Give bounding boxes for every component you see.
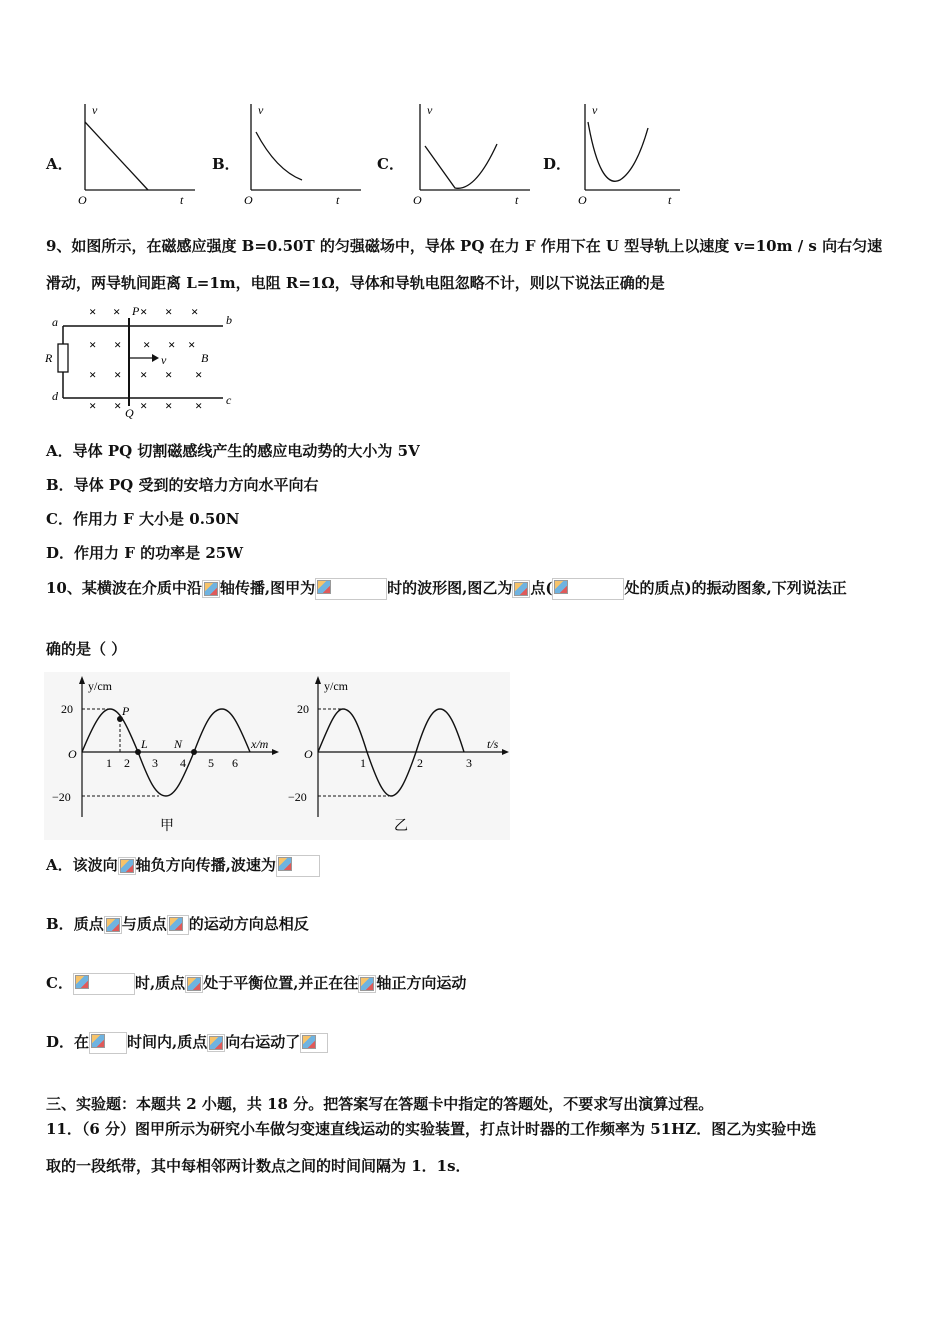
svg-text:×: × (168, 337, 176, 352)
svg-text:R: R (45, 351, 53, 365)
q8-option-b-label: B． (212, 155, 240, 173)
curve-c (425, 144, 497, 188)
svg-text:1: 1 (360, 756, 366, 770)
svg-text:B: B (201, 351, 209, 365)
svg-text:×: × (165, 398, 173, 413)
q10-stem-line2: 确的是（ ） (46, 640, 127, 658)
q8-graph-b (236, 100, 366, 208)
q9-option-d: D．作用力 F 的功率是 25W (46, 544, 244, 562)
svg-text:O: O (304, 747, 313, 761)
q8-option-c-label: C． (377, 155, 404, 173)
svg-text:b: b (226, 313, 232, 327)
svg-text:y/cm: y/cm (324, 679, 348, 693)
q8-graph-d (570, 100, 700, 208)
broken-image-icon (104, 916, 122, 934)
svg-text:d: d (52, 389, 58, 403)
svg-text:3: 3 (152, 756, 158, 770)
svg-text:c: c (226, 393, 232, 407)
svg-text:1: 1 (106, 756, 112, 770)
svg-text:×: × (89, 337, 97, 352)
svg-text:×: × (114, 398, 122, 413)
q9-stem-line2: 滑动，两导轨间距离 L=1m，电阻 R=1Ω，导体和导轨电阻忽略不计，则以下说法正确的是 (46, 274, 665, 292)
svg-text:Q: Q (125, 406, 134, 420)
broken-image-icon (300, 1033, 328, 1053)
svg-text:N: N (174, 737, 183, 751)
svg-text:×: × (140, 367, 148, 382)
svg-text:x/m: x/m (251, 737, 269, 751)
svg-text:×: × (140, 398, 148, 413)
svg-text:2: 2 (417, 756, 423, 770)
svg-text:×: × (188, 337, 196, 352)
svg-text:×: × (113, 304, 121, 319)
svg-text:−20: −20 (52, 790, 71, 804)
svg-text:t: t (336, 193, 340, 207)
q10-option-c: C． 时,质点 处于平衡位置,并正在往 轴正方向运动 (46, 973, 466, 1013)
svg-text:v: v (427, 103, 433, 117)
svg-text:t: t (515, 193, 519, 207)
curve-b (256, 132, 302, 180)
q10-stem-line1: 10、某横波在介质中沿 轴传播,图甲为 时的波形图,图乙为 点( 处的质点)的振动图象,下列说法正 (46, 578, 847, 618)
svg-text:a: a (52, 315, 58, 329)
svg-text:甲: 甲 (160, 819, 174, 834)
q9-option-a: A．导体 PQ 切割磁感线产生的感应电动势的大小为 5V (46, 442, 420, 460)
svg-text:v: v (161, 353, 167, 367)
svg-text:3: 3 (466, 756, 472, 770)
svg-text:×: × (89, 367, 97, 382)
section3-heading: 三、实验题：本题共 2 小题，共 18 分。把答案写在答题卡中指定的答题处，不要求写出演算过程。 (46, 1095, 714, 1113)
broken-image-icon (73, 973, 135, 995)
curve-d (588, 122, 648, 181)
q9-option-b: B．导体 PQ 受到的安培力方向水平向右 (46, 476, 319, 494)
q8-option-a-label: A． (46, 155, 73, 173)
svg-text:×: × (195, 398, 203, 413)
q11-line1: 11．（6 分）图甲所示为研究小车做匀变速直线运动的实验装置，打点计时器的工作频率为 51HZ．图乙为实验中选 (46, 1120, 817, 1138)
origin: O (78, 193, 87, 207)
broken-image-icon (315, 578, 387, 600)
q9-option-c: C．作用力 F 大小是 0.50N (46, 510, 240, 528)
svg-text:O: O (578, 193, 587, 207)
broken-image-icon (552, 578, 624, 600)
broken-image-icon (207, 1034, 225, 1052)
wave-graph-left (52, 676, 279, 834)
svg-text:乙: 乙 (394, 819, 408, 834)
svg-text:v: v (592, 103, 598, 117)
svg-text:O: O (413, 193, 422, 207)
q10-option-a: A．该波向 轴负方向传播,波速为 (46, 855, 320, 895)
svg-text:2: 2 (124, 756, 130, 770)
svg-text:×: × (195, 367, 203, 382)
svg-text:×: × (114, 337, 122, 352)
axis-t: t (180, 193, 184, 207)
svg-text:×: × (165, 367, 173, 382)
svg-text:P: P (122, 704, 130, 718)
broken-image-icon (167, 915, 189, 935)
svg-text:v: v (258, 103, 264, 117)
svg-text:5: 5 (208, 756, 214, 770)
svg-text:×: × (89, 304, 97, 319)
vibration-graph-right (288, 676, 509, 834)
svg-text:O: O (244, 193, 253, 207)
svg-text:t/s: t/s (487, 737, 499, 751)
svg-text:20: 20 (61, 702, 73, 716)
broken-image-icon (89, 1032, 127, 1054)
broken-image-icon (512, 580, 530, 598)
svg-text:4: 4 (180, 756, 186, 770)
svg-text:×: × (143, 337, 151, 352)
curve-a (85, 122, 148, 190)
broken-image-icon (118, 857, 136, 875)
svg-text:×: × (89, 398, 97, 413)
svg-text:t: t (668, 193, 672, 207)
svg-text:6: 6 (232, 756, 238, 770)
q8-option-d-label: D． (543, 155, 572, 173)
q10-wave-figures (44, 672, 510, 840)
svg-text:×: × (114, 367, 122, 382)
q9-stem-line1: 9、如图所示，在磁感应强度 B=0.50T 的匀强磁场中，导体 PQ 在力 F 作用下在 U 型导轨上以速度 v=10m / s 向右匀速 (46, 237, 883, 255)
q11-line2: 取的一段纸带，其中每相邻两计数点之间的时间间隔为 1．1s． (46, 1157, 471, 1175)
resistor (58, 344, 68, 372)
svg-text:L: L (141, 737, 148, 751)
svg-text:20: 20 (297, 702, 309, 716)
broken-image-icon (202, 580, 220, 598)
q9-circuit-figure (40, 300, 240, 420)
q8-graph-c (405, 100, 535, 208)
svg-text:×: × (140, 304, 148, 319)
broken-image-icon (358, 975, 376, 993)
svg-text:P: P (132, 304, 140, 318)
q8-options (0, 95, 950, 210)
broken-image-icon (185, 975, 203, 993)
svg-text:y/cm: y/cm (88, 679, 112, 693)
svg-text:×: × (165, 304, 173, 319)
svg-text:O: O (68, 747, 77, 761)
q8-graph-a (70, 100, 200, 208)
broken-image-icon (276, 855, 320, 877)
svg-text:−20: −20 (288, 790, 307, 804)
svg-text:×: × (191, 304, 199, 319)
q10-option-b: B．质点 与质点 的运动方向总相反 (46, 915, 309, 933)
q10-option-d: D．在 时间内,质点 向右运动了 (46, 1032, 328, 1072)
axis-v: v (92, 103, 98, 117)
